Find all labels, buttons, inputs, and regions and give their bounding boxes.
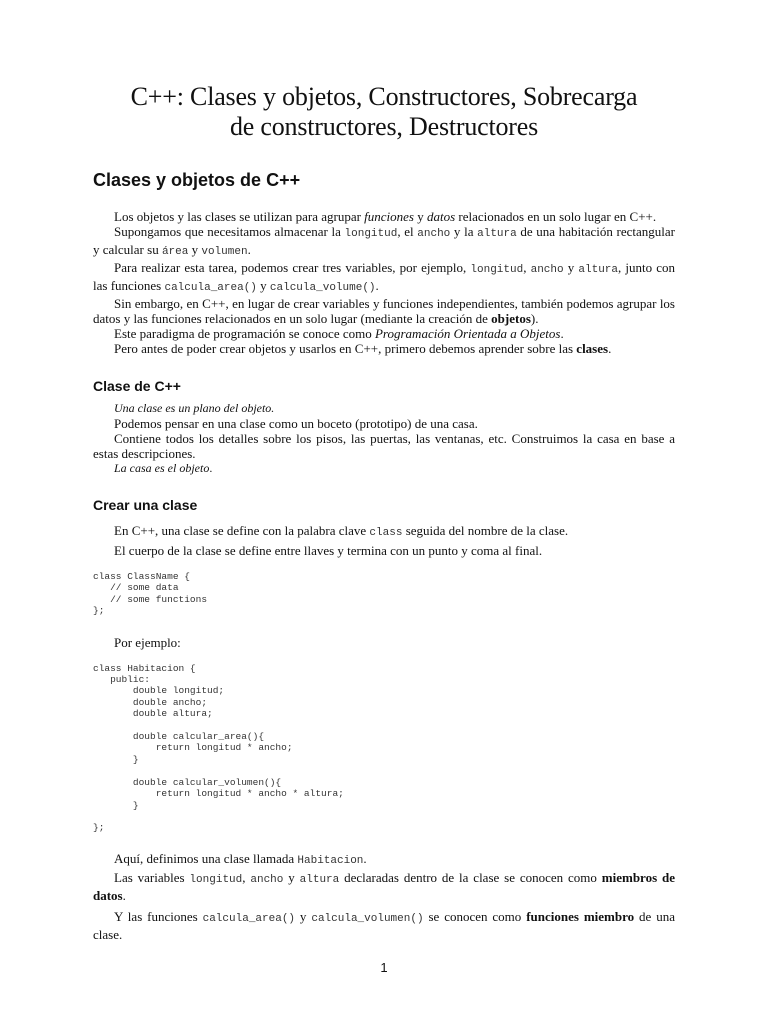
text-run: y [283,869,300,885]
inline-code: Habitacion [297,854,364,867]
text-run: Para realizar esta tarea, podemos crear tres variables, por ejemplo, [114,260,471,275]
section-heading-crear-una-clase: Crear una clase [93,497,198,513]
paragraph [93,909,675,942]
paragraph [93,461,675,476]
text-run: Aquí, definimos una clase llamada [114,850,298,866]
text-run: declaradas dentro de la clase se conocen como [339,869,602,885]
text-run: . [363,850,367,866]
paragraph [93,431,675,461]
text-run: . [122,887,126,903]
emphasis-text: Una clase es un plano del objeto. [114,401,275,415]
text-run: de una clase. [93,908,676,942]
inline-code: calcula_volume() [269,282,376,294]
text-run: y [414,209,427,224]
text-run: Por ejemplo: [114,634,181,650]
inline-code: área [161,246,189,258]
text-run: y la [450,224,478,239]
paragraph [93,401,675,416]
paragraph [93,870,675,903]
paragraph [93,260,675,296]
text-run: . [608,341,612,356]
code-block-classname: class ClassName { // some data // some functions }; [93,571,208,617]
paragraph [93,296,675,326]
inline-code: volumen [201,246,248,258]
text-run: Y las funciones [114,908,203,924]
paragraph [93,523,675,541]
inline-code: calcula_area() [164,282,257,294]
text-run: Los objetos y las clases se utilizan para agrupar [114,209,365,224]
text-run: y [563,260,579,275]
text-run: y [295,908,312,924]
bold-term: funciones miembro [526,908,635,924]
text-run: Pero antes de poder crear objetos y usarlos en C++, primero debemos aprender sobre las [114,341,577,356]
bold-term: clases [576,341,609,356]
text-run: ). [530,311,539,326]
text-run: relacionados en un solo lugar en C++. [455,209,657,224]
emphasis-text: La casa es el objeto [114,461,210,475]
text-run: . [209,461,213,475]
inline-code: altura [477,228,517,240]
page-content [93,82,675,942]
emphasis-text: datos [427,209,456,224]
paragraph [93,851,675,869]
text-run: . [560,326,564,341]
emphasis-text: Programación Orientada a Objetos [374,326,561,341]
text-run: Las variables [114,869,190,885]
page-number: 1 [380,960,388,975]
paragraph [93,209,675,224]
text-run: de una habitación rectangular y calcular su [93,224,675,257]
inline-code: longitud [189,873,243,886]
bold-term: objetos [491,311,531,326]
text-run: se conocen como [423,908,527,924]
title-line-1: C++: Clases y objetos, Constructores, Sobrecarga [130,82,638,111]
inline-code: ancho [530,264,564,276]
inline-code: calcula_volumen() [311,912,424,925]
text-run: Podemos pensar en una clase como un boceto (prototipo) de una casa. [114,416,478,431]
text-run: y [256,278,270,293]
text-run: El cuerpo de la clase se define entre llaves y termina con un punto y coma al final. [114,543,543,558]
inline-code: ancho [250,873,284,886]
text-run: seguida del nombre de la clase. [402,523,569,538]
paragraph [93,326,675,341]
text-run: y [188,242,202,257]
text-run: , el [397,224,418,239]
text-run: . [375,278,379,293]
paragraph [93,416,675,431]
paragraph [93,224,675,260]
inline-code: ancho [417,228,451,240]
paragraph [93,635,675,650]
title-line-2: de constructores, Destructores [229,112,539,141]
inline-code: calcula_area() [202,912,296,925]
inline-code: longitud [470,264,524,276]
section-heading-clase-de-cpp: Clase de C++ [93,378,181,394]
text-run: . [247,242,251,257]
text-run: En C++, una clase se define con la palabra clave [114,523,370,538]
text-run: , [242,869,251,885]
text-run: Contiene todos los detalles sobre los pisos, las puertas, las ventanas, etc. Construimos la casa en base a estas descripciones. [93,431,675,461]
code-block-habitacion: class Habitacion { public: double longitud; double ancho; double altura; double calcular_area(){ return longitud * ancho; } double calcular_volumen(){ return longitud * ancho * altura; } }; [93,662,344,834]
bold-term: miembros de datos [93,869,676,903]
inline-code: altura [578,264,618,276]
text-run: Supongamos que necesitamos almacenar la [114,224,345,239]
paragraph [93,341,675,356]
text-run: , [523,260,531,275]
document-title [93,82,675,142]
inline-code: altura [299,873,340,886]
section-heading-clases-y-objetos: Clases y objetos de C++ [93,170,301,190]
text-run: Sin embargo, en C++, en lugar de crear variables y funciones independientes, también podemos agrupar los datos y las funciones relacionados en un solo lugar (mediante la creación de [93,296,675,326]
inline-code: longitud [344,228,398,240]
text-run: , junto con las funciones [93,260,676,293]
inline-code: class [369,527,403,539]
emphasis-text: funciones [364,209,414,224]
paragraph [93,543,675,558]
text-run: Este paradigma de programación se conoce como [114,326,375,341]
